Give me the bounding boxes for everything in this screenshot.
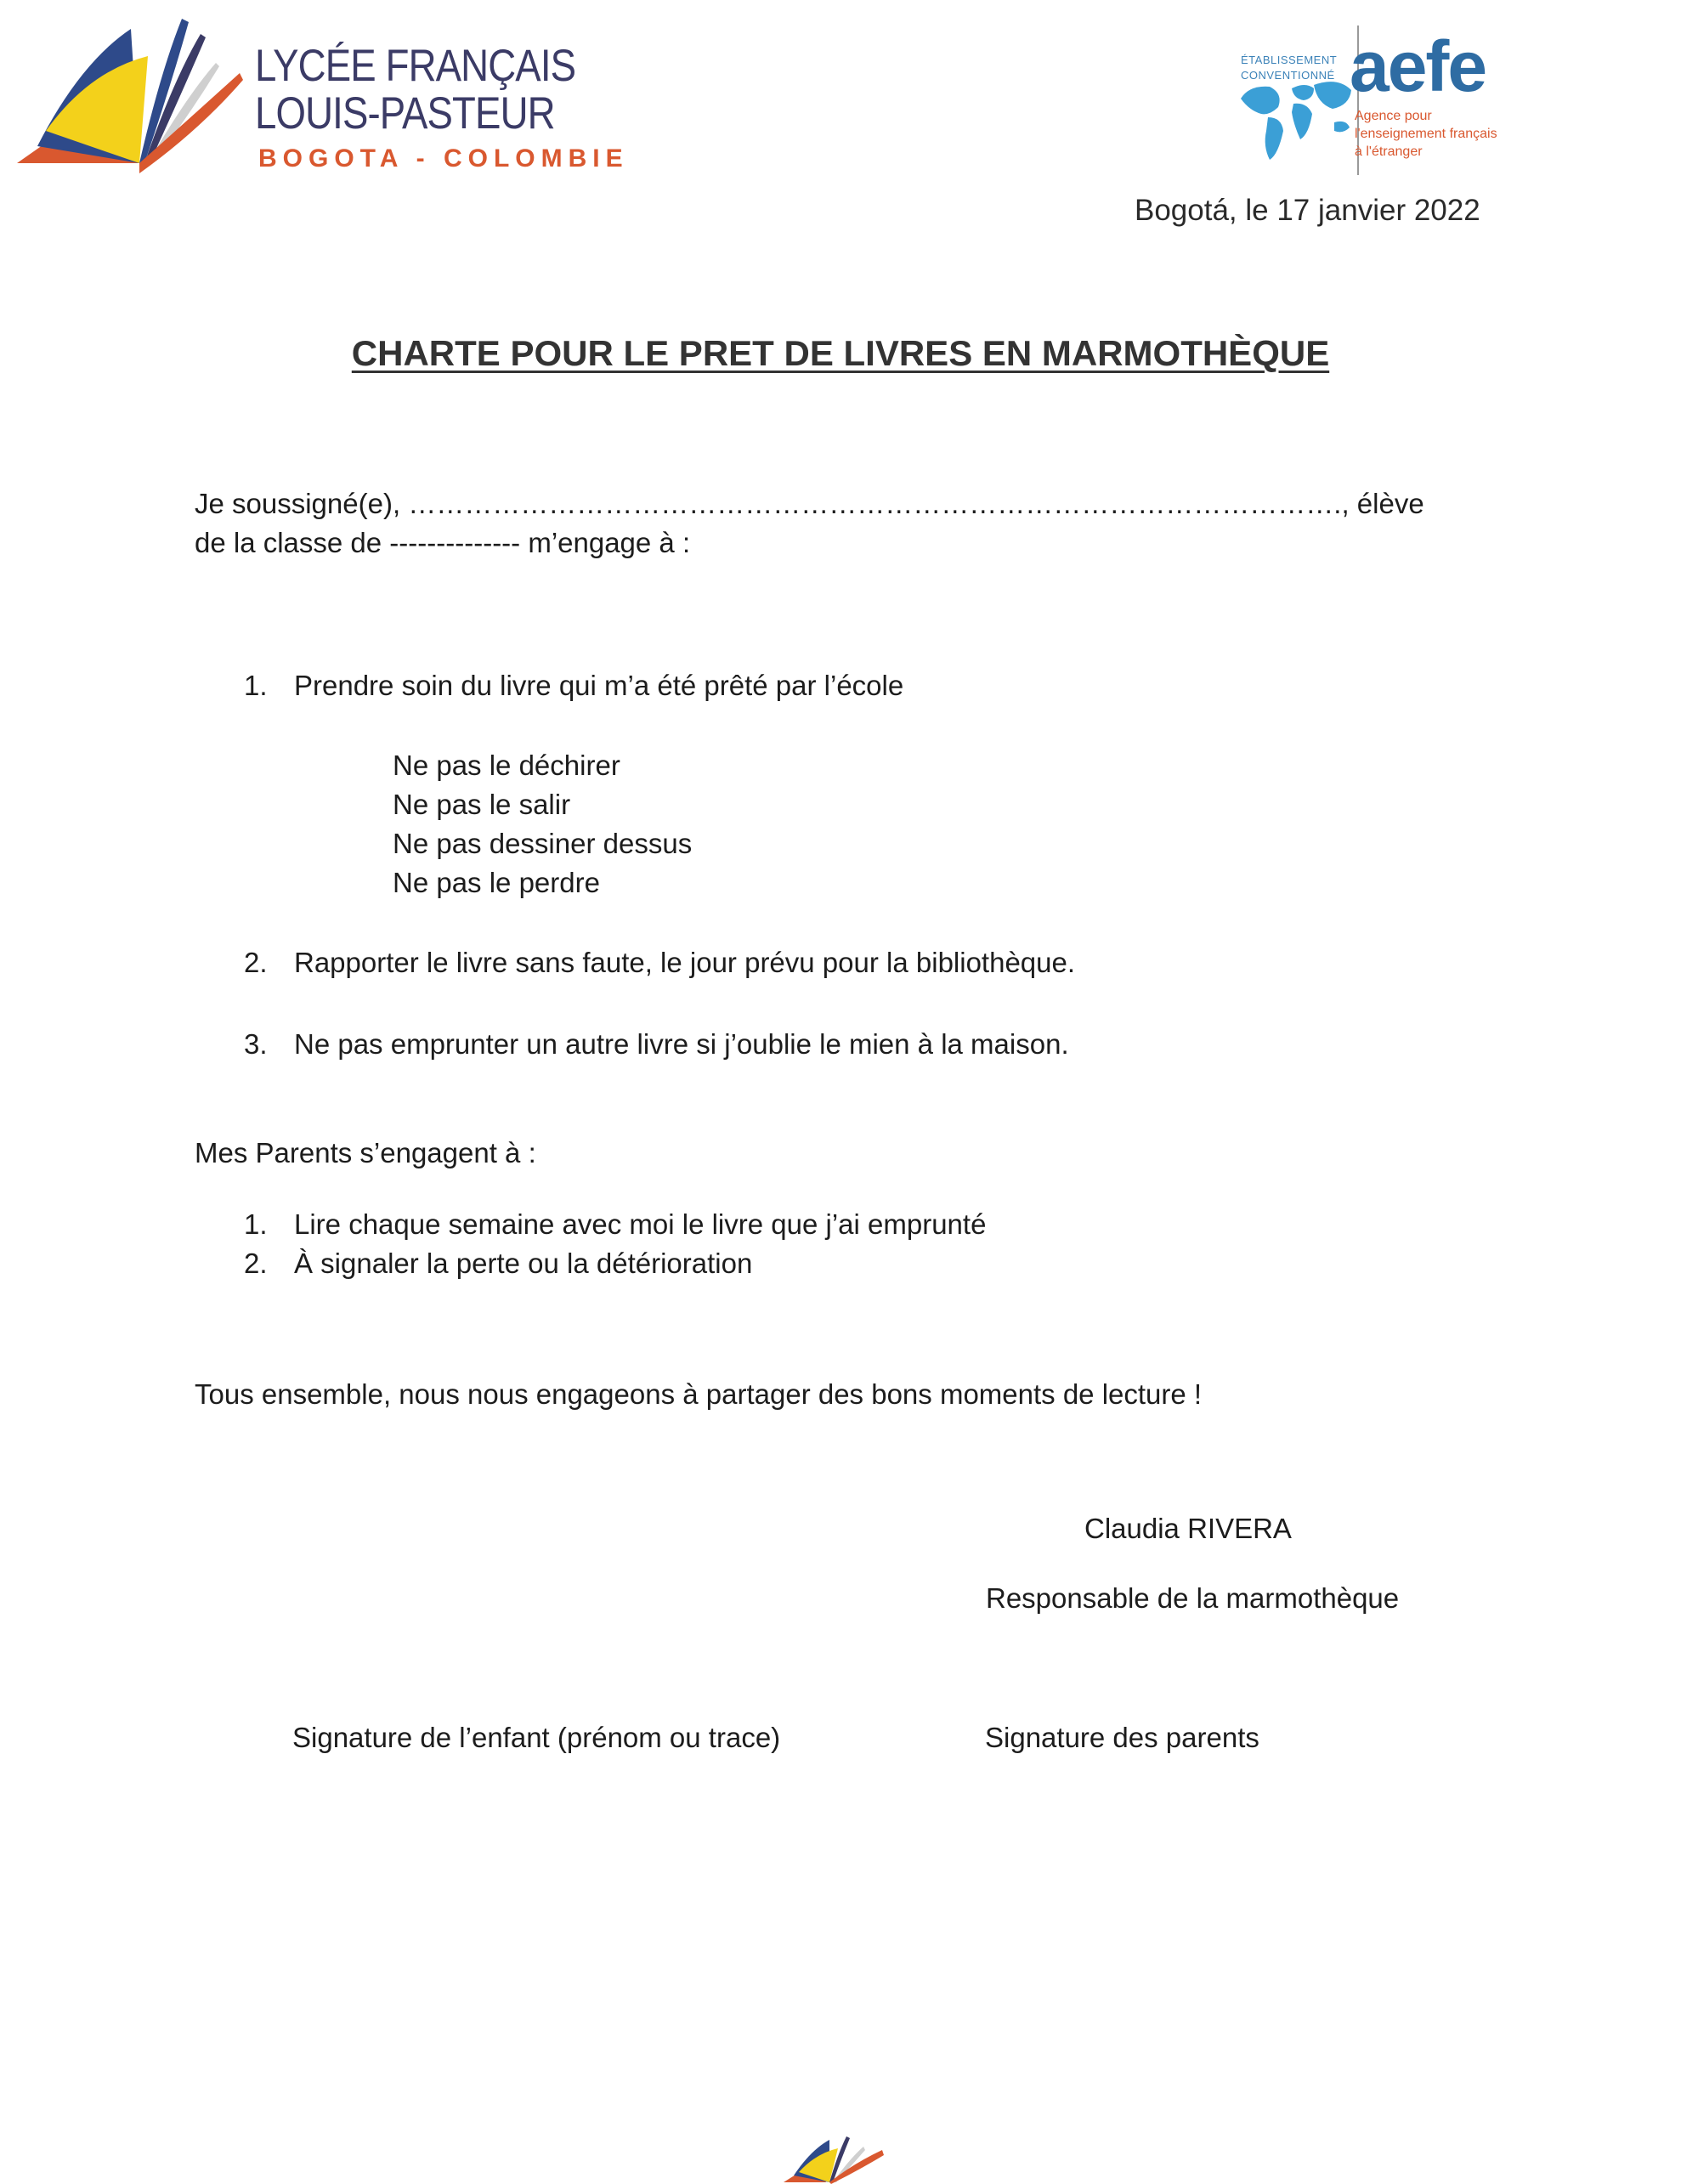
list-number: 3. xyxy=(244,1028,268,1060)
responsible-role: Responsable de la marmothèque xyxy=(986,1582,1400,1614)
aefe-status-line2: CONVENTIONNÉ xyxy=(1241,69,1335,82)
intro-line1: Je soussigné(e), ………………………………………………………………………………………., élève xyxy=(195,488,1424,519)
closing-statement: Tous ensemble, nous nous engageons à partager des bons moments de lecture ! xyxy=(195,1378,1203,1410)
footer-school-logo-icon xyxy=(782,2133,886,2184)
aefe-tagline xyxy=(1355,107,1499,161)
list-text: Lire chaque semaine avec moi le livre que j’ai emprunté xyxy=(294,1208,987,1240)
list-number: 1. xyxy=(244,670,268,701)
child-signature-label: Signature de l’enfant (prénom ou trace) xyxy=(292,1722,781,1753)
parents-signature-label: Signature des parents xyxy=(985,1722,1259,1753)
list-item xyxy=(195,1025,1486,1064)
student-obligation-2 xyxy=(195,943,1486,982)
list-item xyxy=(195,666,1486,705)
document-title-text: CHARTE POUR LE PRET DE LIVRES EN MARMOTHÈQUE xyxy=(351,333,1330,373)
student-obligations xyxy=(195,666,1486,705)
list-text: Rapporter le livre sans faute, le jour prévu pour la bibliothèque. xyxy=(294,947,1076,978)
responsible-name: Claudia RIVERA xyxy=(1084,1513,1292,1544)
school-name-line1: LYCÉE FRANÇAIS xyxy=(255,41,576,91)
care-rule: Ne pas le salir xyxy=(393,789,571,820)
list-item xyxy=(195,943,1486,982)
care-rule: Ne pas dessiner dessus xyxy=(393,828,693,859)
aefe-status xyxy=(1241,53,1338,83)
aefe-wordmark: aefe xyxy=(1350,26,1486,106)
aefe-status-line1: ÉTABLISSEMENT xyxy=(1241,54,1338,66)
school-name xyxy=(255,42,575,138)
parents-obligations xyxy=(195,1205,1486,1283)
school-logo-icon xyxy=(12,12,243,173)
list-item xyxy=(195,1244,1486,1283)
school-name-line2: LOUIS-PASTEUR xyxy=(255,88,555,139)
list-text: Ne pas emprunter un autre livre si j’oublie le mien à la maison. xyxy=(294,1028,1069,1060)
student-obligation-3 xyxy=(195,1025,1486,1064)
list-text: À signaler la perte ou la détérioration xyxy=(294,1248,753,1279)
list-text: Prendre soin du livre qui m’a été prêté par l’école xyxy=(294,670,904,701)
intro-paragraph xyxy=(195,484,1486,563)
aefe-tagline-line1: Agence pour xyxy=(1355,109,1432,123)
list-number: 1. xyxy=(244,1208,268,1240)
list-item xyxy=(195,1205,1486,1244)
parents-heading: Mes Parents s’engagent à : xyxy=(195,1137,536,1168)
list-number: 2. xyxy=(244,1248,268,1279)
care-rule: Ne pas le déchirer xyxy=(393,750,620,781)
care-rule: Ne pas le perdre xyxy=(393,867,600,898)
aefe-tagline-line2: l'enseignement français xyxy=(1355,127,1497,141)
document-title xyxy=(0,333,1681,374)
school-location: BOGOTA - COLOMBIE xyxy=(258,144,629,173)
document-date: Bogotá, le 17 janvier 2022 xyxy=(1135,194,1480,227)
intro-line2: de la classe de -------------- m’engage à : xyxy=(195,527,691,558)
list-number: 2. xyxy=(244,947,268,978)
aefe-tagline-line3: à l'étranger xyxy=(1355,144,1423,159)
care-rules-list xyxy=(393,746,692,902)
